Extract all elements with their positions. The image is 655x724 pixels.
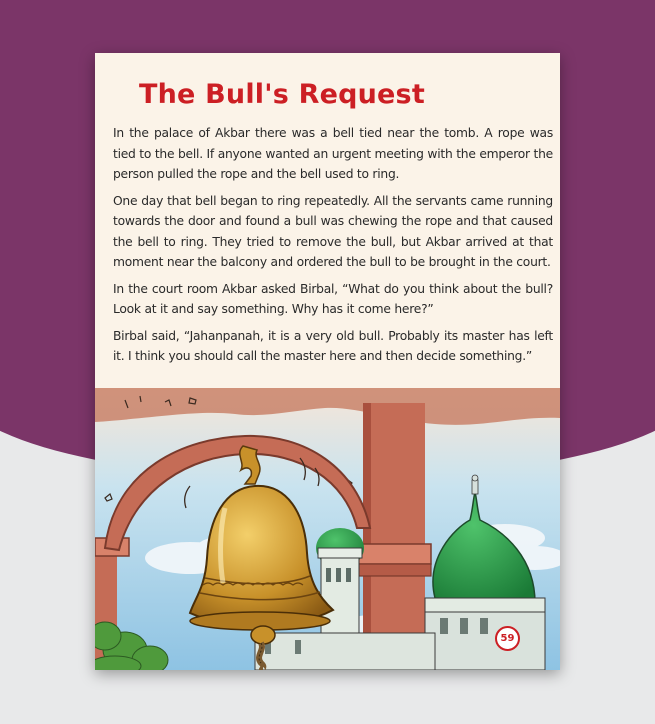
paragraph-2: One day that bell began to ring repeatedly. All the servants came running towards the door and found a bull was chewing the rope and that caused the bell to ring. They tried to remove the bull, but Akbar arrived at that moment near the balcony and ordered the bull to be brought in the court. [113,193,553,269]
story-text [113,123,553,373]
paragraph-1: In the palace of Akbar there was a bell tied near the tomb. A rope was tied to the bell. If anyone wanted an urgent meeting with the emperor the person pulled the rope and the bell used to ring. [113,126,553,181]
page-number: 59 [495,626,520,651]
right-pillar [363,403,425,670]
paragraph-3: In the court room Akbar asked Birbal, “What do you think about the bull? Look at it and say something. Why has it come here?” [113,281,553,316]
page-title: The Bull's Request [139,79,425,110]
book-page [95,53,560,670]
paragraph-4: Birbal said, “Jahanpanah, it is a very old bull. Probably its master has left it. I think you should call the master here and then decide something.” [113,328,553,363]
bell-illustration [95,388,560,670]
